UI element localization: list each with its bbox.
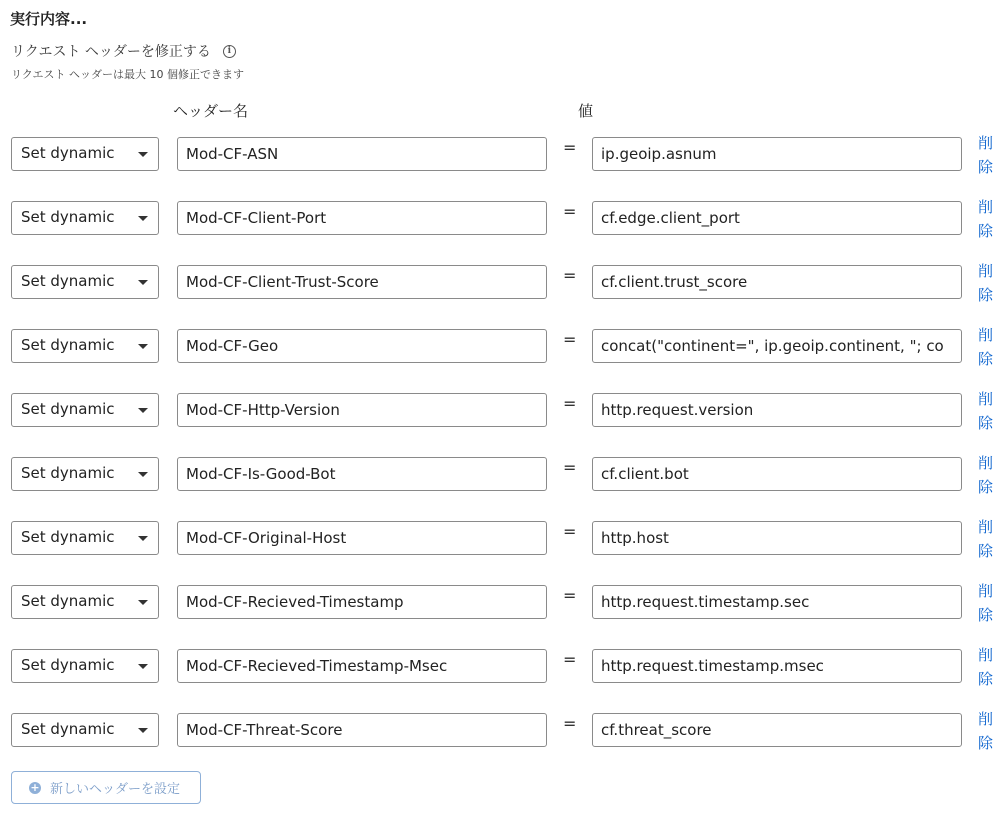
delete-link[interactable]: 削除: [978, 134, 994, 176]
operation-select[interactable]: [11, 585, 159, 619]
header-value-input[interactable]: cf.client.trust_score: [592, 265, 962, 299]
header-value-input[interactable]: cf.threat_score: [592, 713, 962, 747]
add-header-button[interactable]: [11, 771, 201, 804]
header-row: [0, 262, 1001, 304]
header-value-input[interactable]: http.request.version: [592, 393, 962, 427]
operation-select[interactable]: [11, 713, 159, 747]
operation-select-value: Set dynamic: [21, 144, 115, 162]
delete-link[interactable]: 削除: [978, 390, 994, 432]
header-row: [0, 198, 1001, 240]
info-icon[interactable]: i: [223, 45, 236, 58]
chevron-down-icon: [138, 600, 148, 605]
header-name-input[interactable]: Mod-CF-ASN: [177, 137, 547, 171]
chevron-down-icon: [138, 280, 148, 285]
header-row: [0, 390, 1001, 432]
header-row: [0, 326, 1001, 368]
chevron-down-icon: [138, 664, 148, 669]
equals-sign: =: [563, 202, 577, 221]
header-value-input[interactable]: http.host: [592, 521, 962, 555]
header-value-input[interactable]: cf.edge.client_port: [592, 201, 962, 235]
equals-sign: =: [563, 522, 577, 541]
operation-select-value: Set dynamic: [21, 272, 115, 290]
header-value-input[interactable]: http.request.timestamp.sec: [592, 585, 962, 619]
header-row: [0, 518, 1001, 560]
header-name-input[interactable]: Mod-CF-Http-Version: [177, 393, 547, 427]
equals-sign: =: [563, 586, 577, 605]
header-name-input[interactable]: Mod-CF-Original-Host: [177, 521, 547, 555]
operation-select[interactable]: [11, 521, 159, 555]
chevron-down-icon: [138, 216, 148, 221]
operation-select[interactable]: [11, 265, 159, 299]
operation-select-value: Set dynamic: [21, 208, 115, 226]
delete-link[interactable]: 削除: [978, 198, 994, 240]
chevron-down-icon: [138, 408, 148, 413]
delete-link[interactable]: 削除: [978, 262, 994, 304]
operation-select-value: Set dynamic: [21, 592, 115, 610]
operation-select-value: Set dynamic: [21, 464, 115, 482]
header-row: [0, 134, 1001, 176]
equals-sign: =: [563, 714, 577, 733]
delete-link[interactable]: 削除: [978, 646, 994, 688]
header-row: [0, 646, 1001, 688]
column-header-value: 値: [578, 102, 594, 120]
limit-note: リクエスト ヘッダーは最大 10 個修正できます: [11, 68, 245, 81]
add-header-label: 新しいヘッダーを設定: [50, 782, 181, 797]
header-name-input[interactable]: Mod-CF-Client-Trust-Score: [177, 265, 547, 299]
column-header-name: ヘッダー名: [173, 102, 249, 120]
header-name-input[interactable]: Mod-CF-Geo: [177, 329, 547, 363]
operation-select-value: Set dynamic: [21, 528, 115, 546]
operation-select[interactable]: [11, 457, 159, 491]
subtitle-text: リクエスト ヘッダーを修正する: [11, 44, 211, 60]
chevron-down-icon: [138, 344, 148, 349]
header-value-input[interactable]: cf.client.bot: [592, 457, 962, 491]
header-name-input[interactable]: Mod-CF-Recieved-Timestamp: [177, 585, 547, 619]
equals-sign: =: [563, 330, 577, 349]
header-name-input[interactable]: Mod-CF-Is-Good-Bot: [177, 457, 547, 491]
delete-link[interactable]: 削除: [978, 518, 994, 560]
header-row: [0, 710, 1001, 752]
section-title: 実行内容...: [10, 10, 88, 28]
equals-sign: =: [563, 650, 577, 669]
header-name-input[interactable]: Mod-CF-Recieved-Timestamp-Msec: [177, 649, 547, 683]
header-value-input[interactable]: http.request.timestamp.msec: [592, 649, 962, 683]
chevron-down-icon: [138, 536, 148, 541]
equals-sign: =: [563, 394, 577, 413]
operation-select[interactable]: [11, 137, 159, 171]
delete-link[interactable]: 削除: [978, 454, 994, 496]
header-value-input[interactable]: ip.geoip.asnum: [592, 137, 962, 171]
operation-select[interactable]: [11, 329, 159, 363]
operation-select[interactable]: [11, 201, 159, 235]
chevron-down-icon: [138, 152, 148, 157]
chevron-down-icon: [138, 728, 148, 733]
operation-select[interactable]: [11, 393, 159, 427]
header-row: [0, 582, 1001, 624]
delete-link[interactable]: 削除: [978, 710, 994, 752]
equals-sign: =: [563, 458, 577, 477]
operation-select[interactable]: [11, 649, 159, 683]
equals-sign: =: [563, 138, 577, 157]
section-subtitle: [11, 41, 236, 61]
chevron-down-icon: [138, 472, 148, 477]
delete-link[interactable]: 削除: [978, 326, 994, 368]
delete-link[interactable]: 削除: [978, 582, 994, 624]
plus-circle-icon: +: [30, 780, 40, 794]
header-name-input[interactable]: Mod-CF-Threat-Score: [177, 713, 547, 747]
equals-sign: =: [563, 266, 577, 285]
operation-select-value: Set dynamic: [21, 336, 115, 354]
header-name-input[interactable]: Mod-CF-Client-Port: [177, 201, 547, 235]
operation-select-value: Set dynamic: [21, 720, 115, 738]
header-row: [0, 454, 1001, 496]
operation-select-value: Set dynamic: [21, 400, 115, 418]
operation-select-value: Set dynamic: [21, 656, 115, 674]
header-value-input[interactable]: concat("continent=", ip.geoip.continent, "; co: [592, 329, 962, 363]
